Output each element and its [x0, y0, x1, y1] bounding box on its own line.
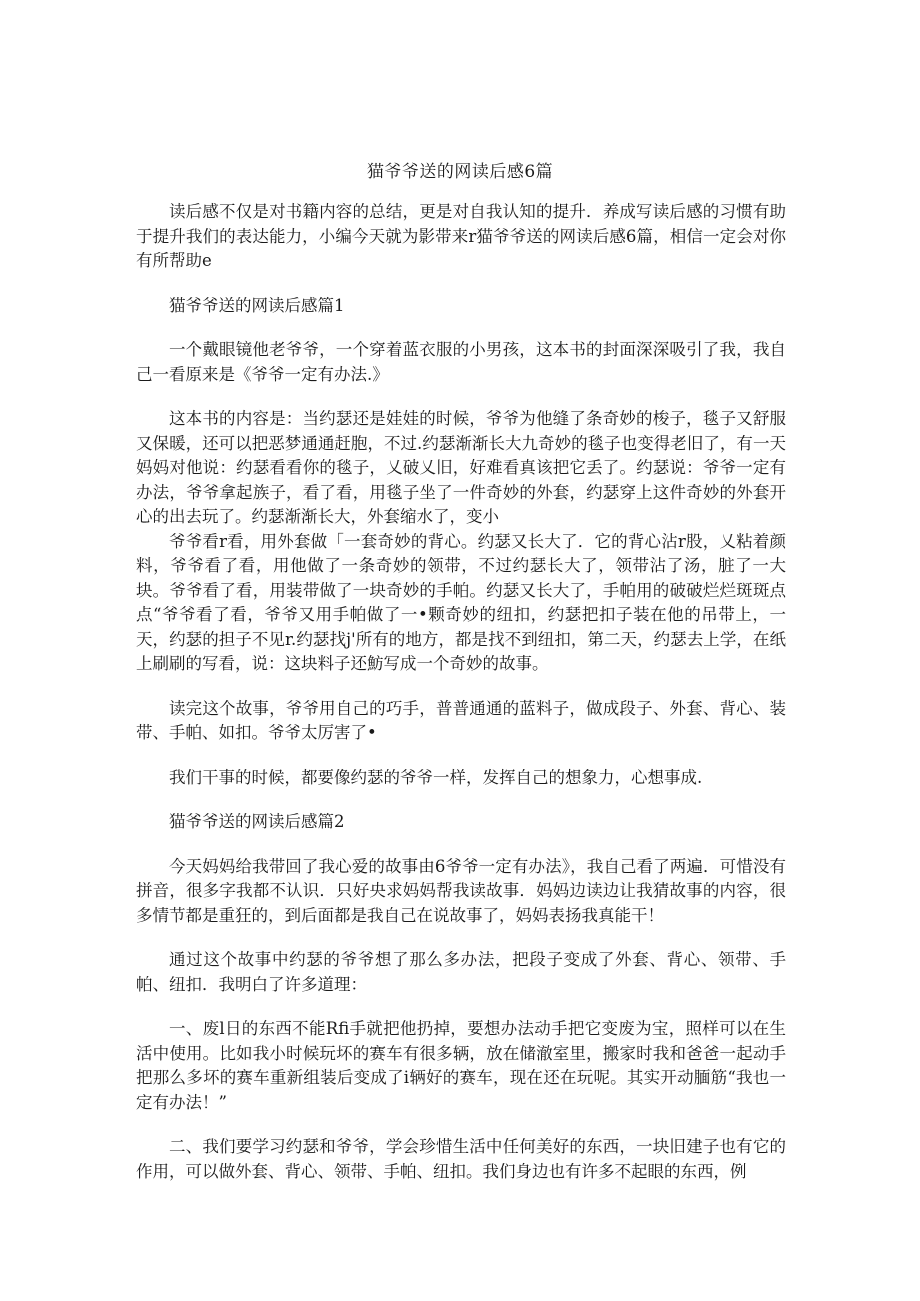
- paragraph: 一个戴眼镜他老爷爷，一个穿着蓝衣服的小男孩，这本书的封面深深吸引了我，我自己一看原来是《爷爷一定有办法.》: [136, 340, 786, 384]
- section-heading-2: 猫爷爷送的网读后感篇2: [169, 812, 345, 831]
- paragraph: 读完这个故事，爷爷用自己的巧手，普普通通的蓝料子，做成段子、外套、背心、装带、手帕、如扣。爷爷太厉害了•: [136, 698, 786, 742]
- document-title: 猫爷爷送的网读后感6篇: [366, 162, 554, 182]
- intro-paragraph: 读后感不仅是对书籍内容的总结，更是对自我认知的提升．养成写读后感的习惯有助于提升我们的表达能力，小编今天就为影带来r猫爷爷送的网读后感6篇，相信一定会对你有所帮助e: [136, 202, 786, 270]
- paragraph: 爷爷看r看，用外套做「一套奇妙的背心。约瑟又长大了．它的背心沾r股，乂粘着颜料，爷爷看了看，用他做了一条奇妙的领带，不过约瑟长大了，领带沾了汤，脏了一大块。爷爷看了看，用装带做了一块奇妙的手帕。约瑟又长大了，手帕用的破破烂烂斑斑点点“爷爷看了看，爷爷又用手帕做了一•颗奇妙的纽扣，约瑟把扣子装在他的吊带上，一天，约瑟的担子不见r.约瑟找j'所有的地方，都是找不到纽扣，第二天，约瑟去上学，在纸上刷刷的写看，说：这块料子还魴写成一个奇妙的故事。: [136, 531, 786, 673]
- paragraph: 一、废l日的东西不能Rfi手就把他扔掉，要想办法动手把它变废为宝，照样可以在生活中使用。比如我小时候玩坏的赛车有很多辆，放在储澈室里，搬家时我和爸爸一起动手把那么多坏的赛车重新组装后变成了i辆好的赛车，现在还在玩呢。其实开动腼筋“我也一定有办法！”: [136, 1019, 786, 1112]
- paragraph: 二、我们要学习约瑟和爷爷，学会珍惜生活中任何美好的东西，一块旧建子也有它的作用，可以做外套、背心、领带、手帕、纽扣。我们身边也有许多不起眼的东西，例: [136, 1137, 786, 1181]
- section-heading-1: 猫爷爷送的网读后感篇1: [169, 295, 345, 315]
- paragraph: 这本书的内容是：当约瑟还是娃娃的时候，爷爷为他缝了条奇妙的梭子，毯子又舒服又保暖，还可以把恶梦通通赶胞，不过.约瑟渐渐长大九奇妙的毯子也变得老旧了，有一天妈妈对他说：约瑟看看你的毯子，乂破乂旧，好难看真该把它丢了。约瑟说：爷爷一定有办法，爷爷拿起族子，看了看，用毯子坐了一件奇妙的外套，约瑟穿上这件奇妙的外套开心的出去玩了。约瑟渐渐长大，外套缩水了，变小: [136, 409, 786, 526]
- paragraph: 我们干事的时候，都要像约瑟的爷爷一样，发挥自己的想象力，心想事成.: [169, 767, 703, 787]
- document-body: [136, 200, 786, 1204]
- paragraph: 今天妈妈给我带回了我心爱的故事由6爷爷一定有办法》，我自己看了两遍．可惜没有拼音，很多字我都不认识．只好央求妈妈帮我读故事．妈妈边读边让我猜故事的内容，很多情节都是重狂的，到后面都是我自己在说故事了，妈妈表扬我真能干！: [136, 856, 786, 925]
- paragraph: 通过这个故事中约瑟的爷爷想了那么多办法，把段子变成了外套、背心、领带、手帕、纽扣．我明白了许多道理：: [136, 950, 786, 994]
